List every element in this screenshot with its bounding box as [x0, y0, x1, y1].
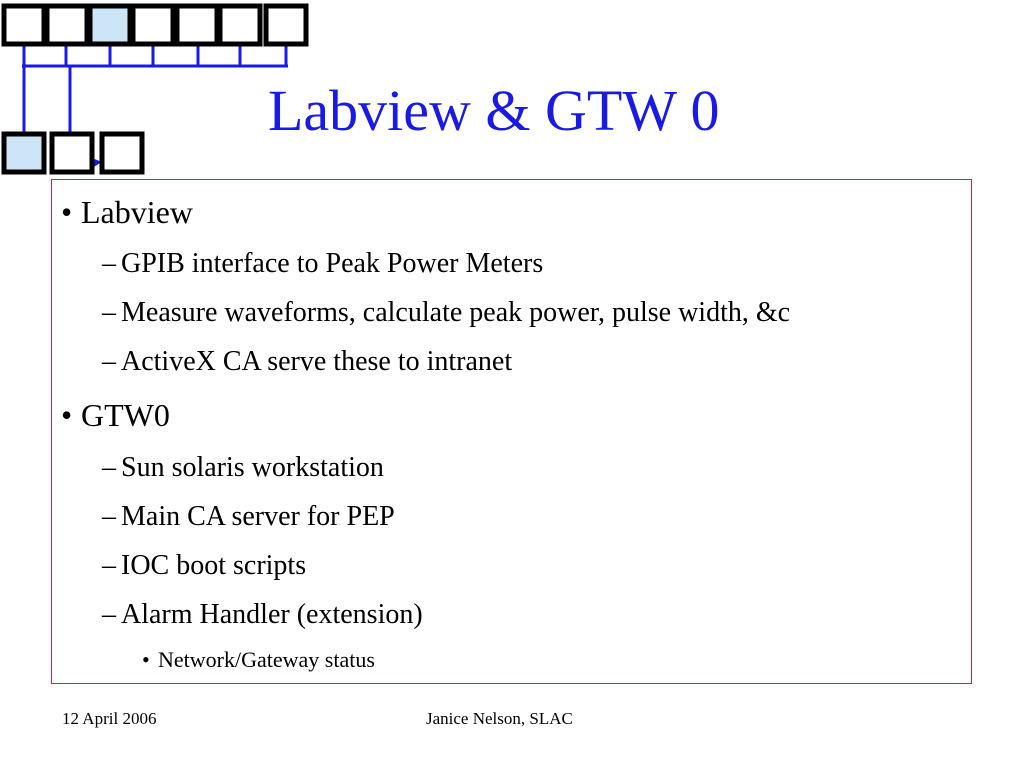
dash-mark: –	[102, 452, 116, 483]
sub-bullet-item	[102, 248, 543, 280]
logo-node-box	[102, 134, 142, 172]
slide-title: Labview & GTW 0	[268, 78, 720, 143]
sub-bullet-text: GPIB interface to Peak Power Meters	[121, 248, 544, 279]
logo-node-box	[4, 6, 44, 44]
sub-bullet-item	[102, 346, 512, 378]
logo-node-box	[220, 6, 260, 44]
dash-mark: –	[102, 599, 116, 630]
sub-bullet-text: Alarm Handler (extension)	[121, 599, 423, 630]
content-box	[51, 179, 972, 684]
sub-bullet-item	[102, 599, 423, 631]
bullet-item	[61, 194, 193, 230]
logo-node-box	[133, 6, 173, 44]
sub-bullet-item	[102, 452, 384, 484]
dash-mark: –	[102, 501, 116, 532]
bullet-text: Labview	[81, 194, 193, 230]
bullet-mark: •	[61, 194, 73, 230]
sub-bullet-text: Sun solaris workstation	[121, 452, 384, 483]
sub-bullet-text: Main CA server for PEP	[121, 501, 395, 532]
bullet-item	[61, 397, 170, 433]
sub-bullet-text: IOC boot scripts	[121, 550, 307, 581]
bullet-mark: •	[61, 397, 73, 433]
sub-bullet-item	[102, 550, 306, 582]
logo-node-box	[266, 6, 306, 44]
dash-mark: –	[102, 297, 116, 328]
logo-node-box	[52, 134, 92, 172]
sub-sub-bullet-item	[142, 647, 375, 673]
sub-bullet-item	[102, 297, 790, 329]
sub-sub-bullet-text: Network/Gateway status	[158, 647, 375, 672]
sub-bullet-text: ActiveX CA serve these to intranet	[121, 346, 513, 377]
sub-bullet-text: Measure waveforms, calculate peak power, pulse width, &c	[121, 297, 791, 328]
bullet-text: GTW0	[81, 397, 170, 433]
footer-date: 12 April 2006	[62, 709, 157, 728]
logo-node-box	[47, 6, 87, 44]
dash-mark: –	[102, 248, 116, 279]
bullet-mark: •	[142, 647, 150, 672]
logo-node-box	[177, 6, 217, 44]
footer-author: Janice Nelson, SLAC	[426, 709, 573, 728]
dash-mark: –	[102, 550, 116, 581]
sub-bullet-item	[102, 501, 395, 533]
logo-node-box-highlighted	[4, 134, 44, 172]
logo-node-box-highlighted	[90, 6, 130, 44]
dash-mark: –	[102, 346, 116, 377]
